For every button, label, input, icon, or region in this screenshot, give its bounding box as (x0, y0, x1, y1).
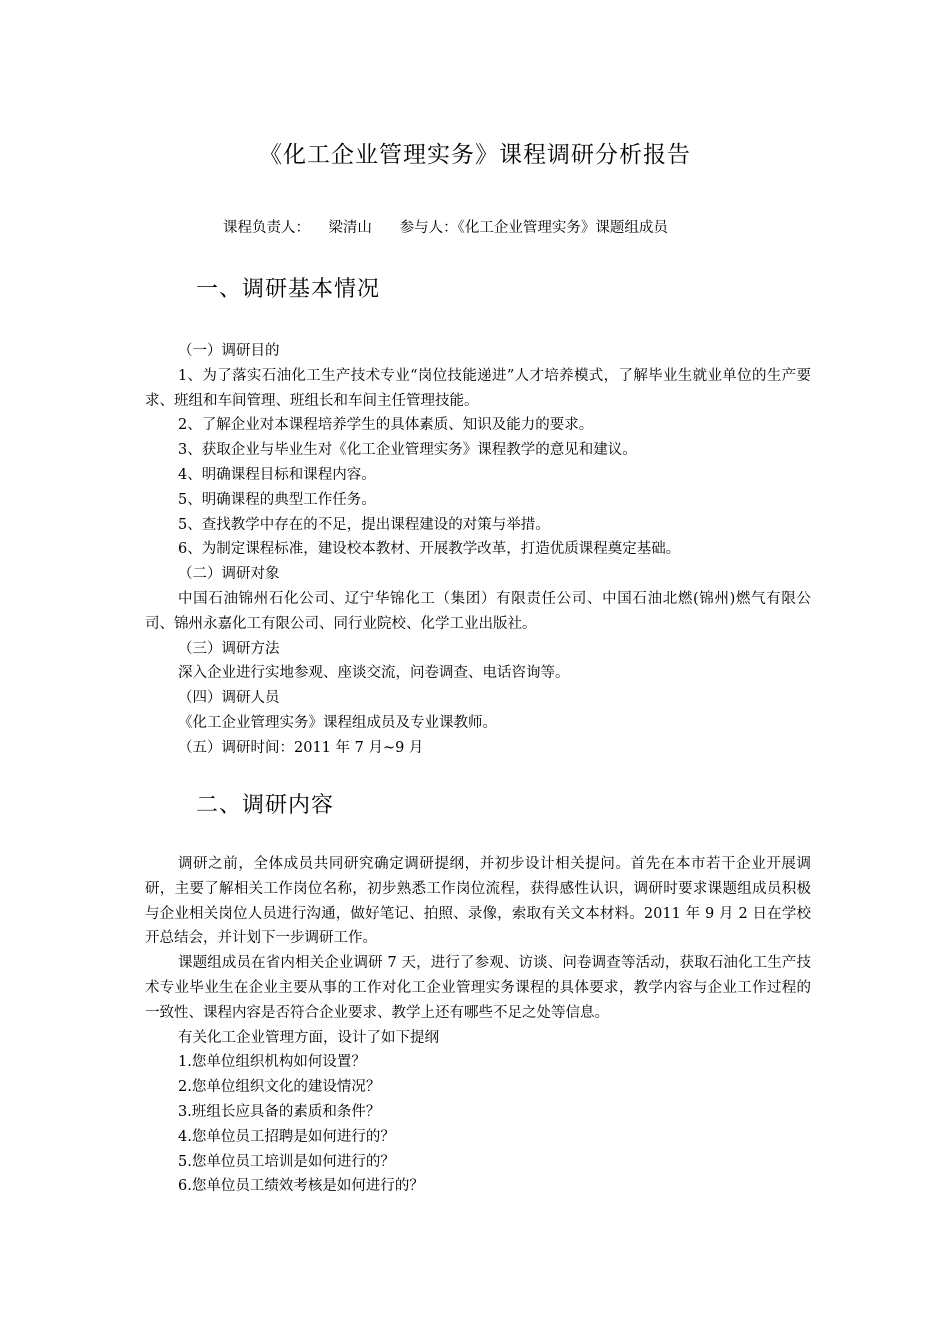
section-body-basic-situation (145, 339, 811, 761)
list-item: 6.您单位员工绩效考核是如何进行的？ (178, 1178, 424, 1195)
paragraph: 课题组成员在省内相关企业调研 7 天，进行了参观、访谈、问卷调查等活动，获取石油化工生产技术专业毕业生在企业主要从事的工作对化工企业管理实务课程的具体要求，教学内容与企业工作过程的一致性、课程内容是否符合企业要求、教学上还有哪些不足之处等信息。 (145, 955, 811, 1021)
subheading-time: （五）调研时间：2011 年 7 月~9 月 (178, 739, 424, 756)
document-title: 《化工企业管理实务》课程调研分析报告 (259, 142, 691, 168)
paragraph: 调研之前，全体成员共同研究确定调研提纲，并初步设计相关提问。首先在本市若干企业开展调研，主要了解相关工作岗位名称，初步熟悉工作岗位流程，获得感性认识，调研时要求课题组成员积极与企业相关岗位人员进行沟通，做好笔记、拍照、录像，索取有关文本材料。2011 年 9 月 2 日在学校开总结会，并计划下一步调研工作。 (145, 856, 811, 947)
list-item: 4.您单位员工招聘是如何进行的？ (178, 1128, 395, 1145)
paragraph: 3、获取企业与毕业生对《化工企业管理实务》课程教学的意见和建议。 (178, 442, 637, 459)
paragraph: 5、查找教学中存在的不足，提出课程建设的对策与举措。 (178, 516, 550, 533)
subheading-staff: （四）调研人员 (178, 690, 280, 707)
paragraph: 《化工企业管理实务》课程组成员及专业课教师。 (178, 714, 497, 731)
paragraph: 深入企业进行实地参观、座谈交流，问卷调查、电话咨询等。 (178, 665, 570, 682)
paragraph: 1、为了落实石油化工生产技术专业“岗位技能递进”人才培养模式，了解毕业生就业单位的生产要求、班组和车间管理、班组长和车间主任管理技能。 (145, 367, 811, 409)
paragraph: 4、明确课程目标和课程内容。 (178, 466, 376, 483)
list-item: 3.班组长应具备的素质和条件？ (178, 1103, 381, 1120)
section-heading-basic-situation: 一、调研基本情况 (196, 277, 381, 302)
paragraph: 5、明确课程的典型工作任务。 (178, 491, 376, 508)
subheading-purpose: （一）调研目的 (178, 343, 280, 359)
section-body-research-content (145, 852, 811, 1199)
list-item: 2.您单位组织文化的建设情况？ (178, 1079, 381, 1096)
subheading-target: （二）调研对象 (178, 566, 280, 583)
section-heading-research-content: 二、调研内容 (196, 793, 335, 818)
list-item: 5.您单位员工培训是如何进行的？ (178, 1153, 395, 1170)
list-item: 1.您单位组织机构如何设置？ (178, 1054, 366, 1071)
subheading-method: （三）调研方法 (178, 640, 280, 657)
paragraph: 中国石油锦州石化公司、辽宁华锦化工（集团）有限责任公司、中国石油北燃(锦州)燃气有限公司、锦州永嘉化工有限公司、同行业院校、化学工业出版社。 (145, 590, 811, 632)
paragraph: 有关化工企业管理方面，设计了如下提纲 (178, 1029, 439, 1046)
course-meta-line: 课程负责人： 梁清山 参与人：《化工企业管理实务》课题组成员 (223, 220, 668, 236)
paragraph: 6、为制定课程标准，建设校本教材、开展教学改革，打造优质课程奠定基础。 (178, 541, 681, 558)
paragraph: 2、了解企业对本课程培养学生的具体素质、知识及能力的要求。 (178, 417, 594, 434)
